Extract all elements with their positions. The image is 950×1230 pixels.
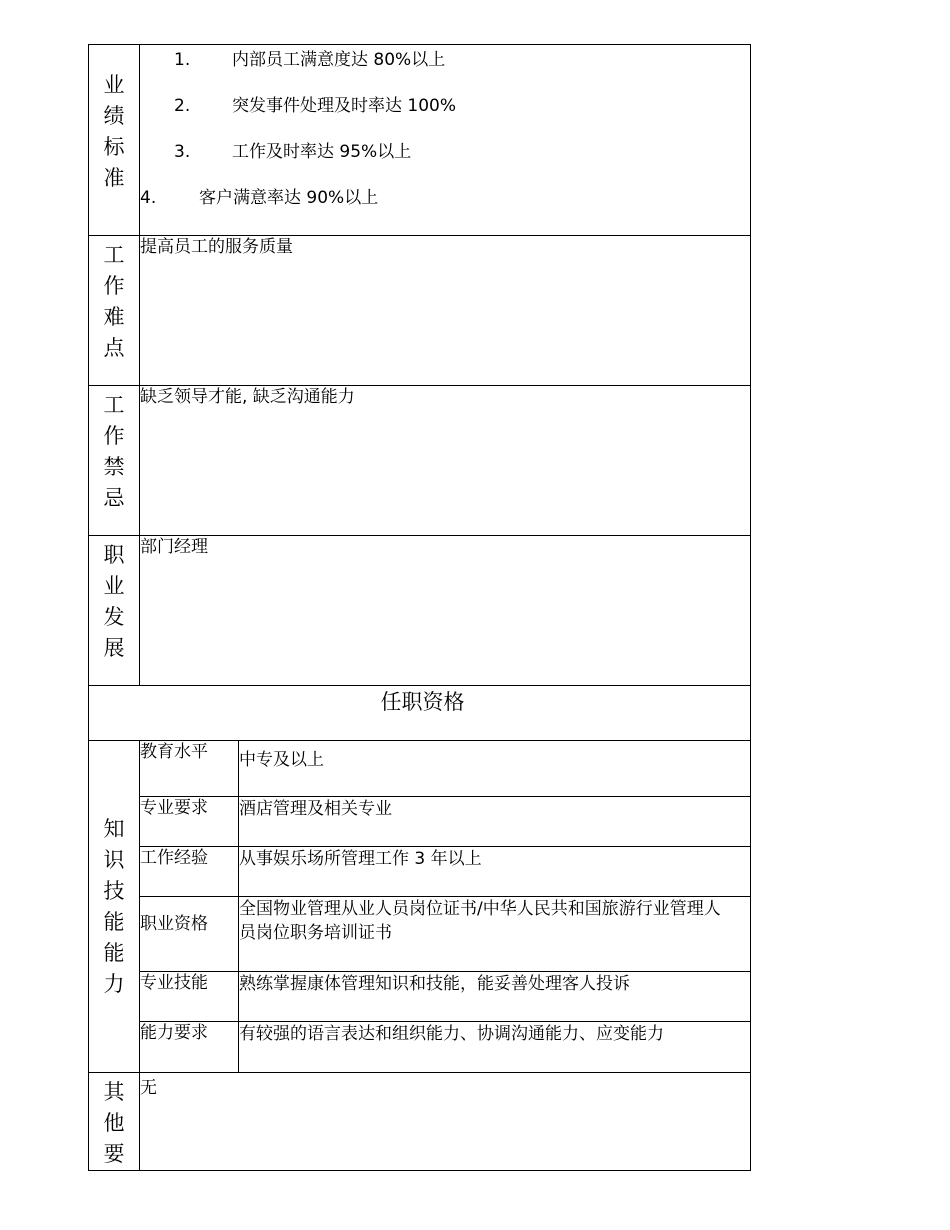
work-taboo-label: 工 作 禁 忌 bbox=[89, 386, 140, 536]
table-row bbox=[89, 741, 751, 797]
list-item: 3. 工作及时率达 95%以上 bbox=[174, 142, 412, 162]
performance-standards-row bbox=[89, 45, 751, 236]
skills-key: 专业技能 bbox=[140, 972, 239, 1022]
performance-standards-label: 业 绩 标 准 bbox=[89, 45, 140, 236]
table-row bbox=[89, 972, 751, 1022]
knowledge-skills-label: 知 识 技 能 能 力 bbox=[89, 741, 140, 1073]
ability-value: 有较强的语言表达和组织能力、协调沟通能力、应变能力 bbox=[239, 1022, 751, 1073]
list-item: 2. 突发事件处理及时率达 100% bbox=[174, 96, 457, 116]
experience-value: 从事娱乐场所管理工作 3 年以上 bbox=[239, 847, 751, 897]
career-row bbox=[89, 536, 751, 686]
table-row bbox=[89, 797, 751, 847]
table-row bbox=[89, 897, 751, 972]
skills-value: 熟练掌握康体管理知识和技能，能妥善处理客人投诉 bbox=[239, 972, 751, 1022]
career-text: 部门经理 bbox=[140, 536, 751, 686]
table-row bbox=[89, 1022, 751, 1073]
list-item: 1. 内部员工满意度达 80%以上 bbox=[174, 50, 446, 70]
career-label: 职 业 发 展 bbox=[89, 536, 140, 686]
performance-standards-content bbox=[140, 45, 751, 236]
qualifications-title-row bbox=[89, 686, 751, 741]
list-item: 4. 客户满意率达 90%以上 bbox=[140, 188, 379, 208]
experience-key: 工作经验 bbox=[140, 847, 239, 897]
work-difficulty-text: 提高员工的服务质量 bbox=[140, 236, 751, 386]
other-requirements-label: 其 他 要 bbox=[89, 1073, 140, 1171]
major-value: 酒店管理及相关专业 bbox=[239, 797, 751, 847]
certification-key: 职业资格 bbox=[140, 897, 239, 972]
work-taboo-text: 缺乏领导才能, 缺乏沟通能力 bbox=[140, 386, 751, 536]
other-requirements-row bbox=[89, 1073, 751, 1171]
certification-value: 全国物业管理从业人员岗位证书/中华人民共和国旅游行业管理人员岗位职务培训证书 bbox=[239, 897, 751, 972]
work-difficulty-row bbox=[89, 236, 751, 386]
table-row bbox=[89, 847, 751, 897]
work-difficulty-label: 工 作 难 点 bbox=[89, 236, 140, 386]
work-taboo-row bbox=[89, 386, 751, 536]
job-description-table bbox=[88, 44, 751, 1171]
other-requirements-text: 无 bbox=[140, 1073, 751, 1171]
qualifications-title: 任职资格 bbox=[89, 686, 751, 741]
education-value: 中专及以上 bbox=[239, 741, 751, 797]
major-key: 专业要求 bbox=[140, 797, 239, 847]
education-key: 教育水平 bbox=[140, 741, 239, 797]
ability-key: 能力要求 bbox=[140, 1022, 239, 1073]
